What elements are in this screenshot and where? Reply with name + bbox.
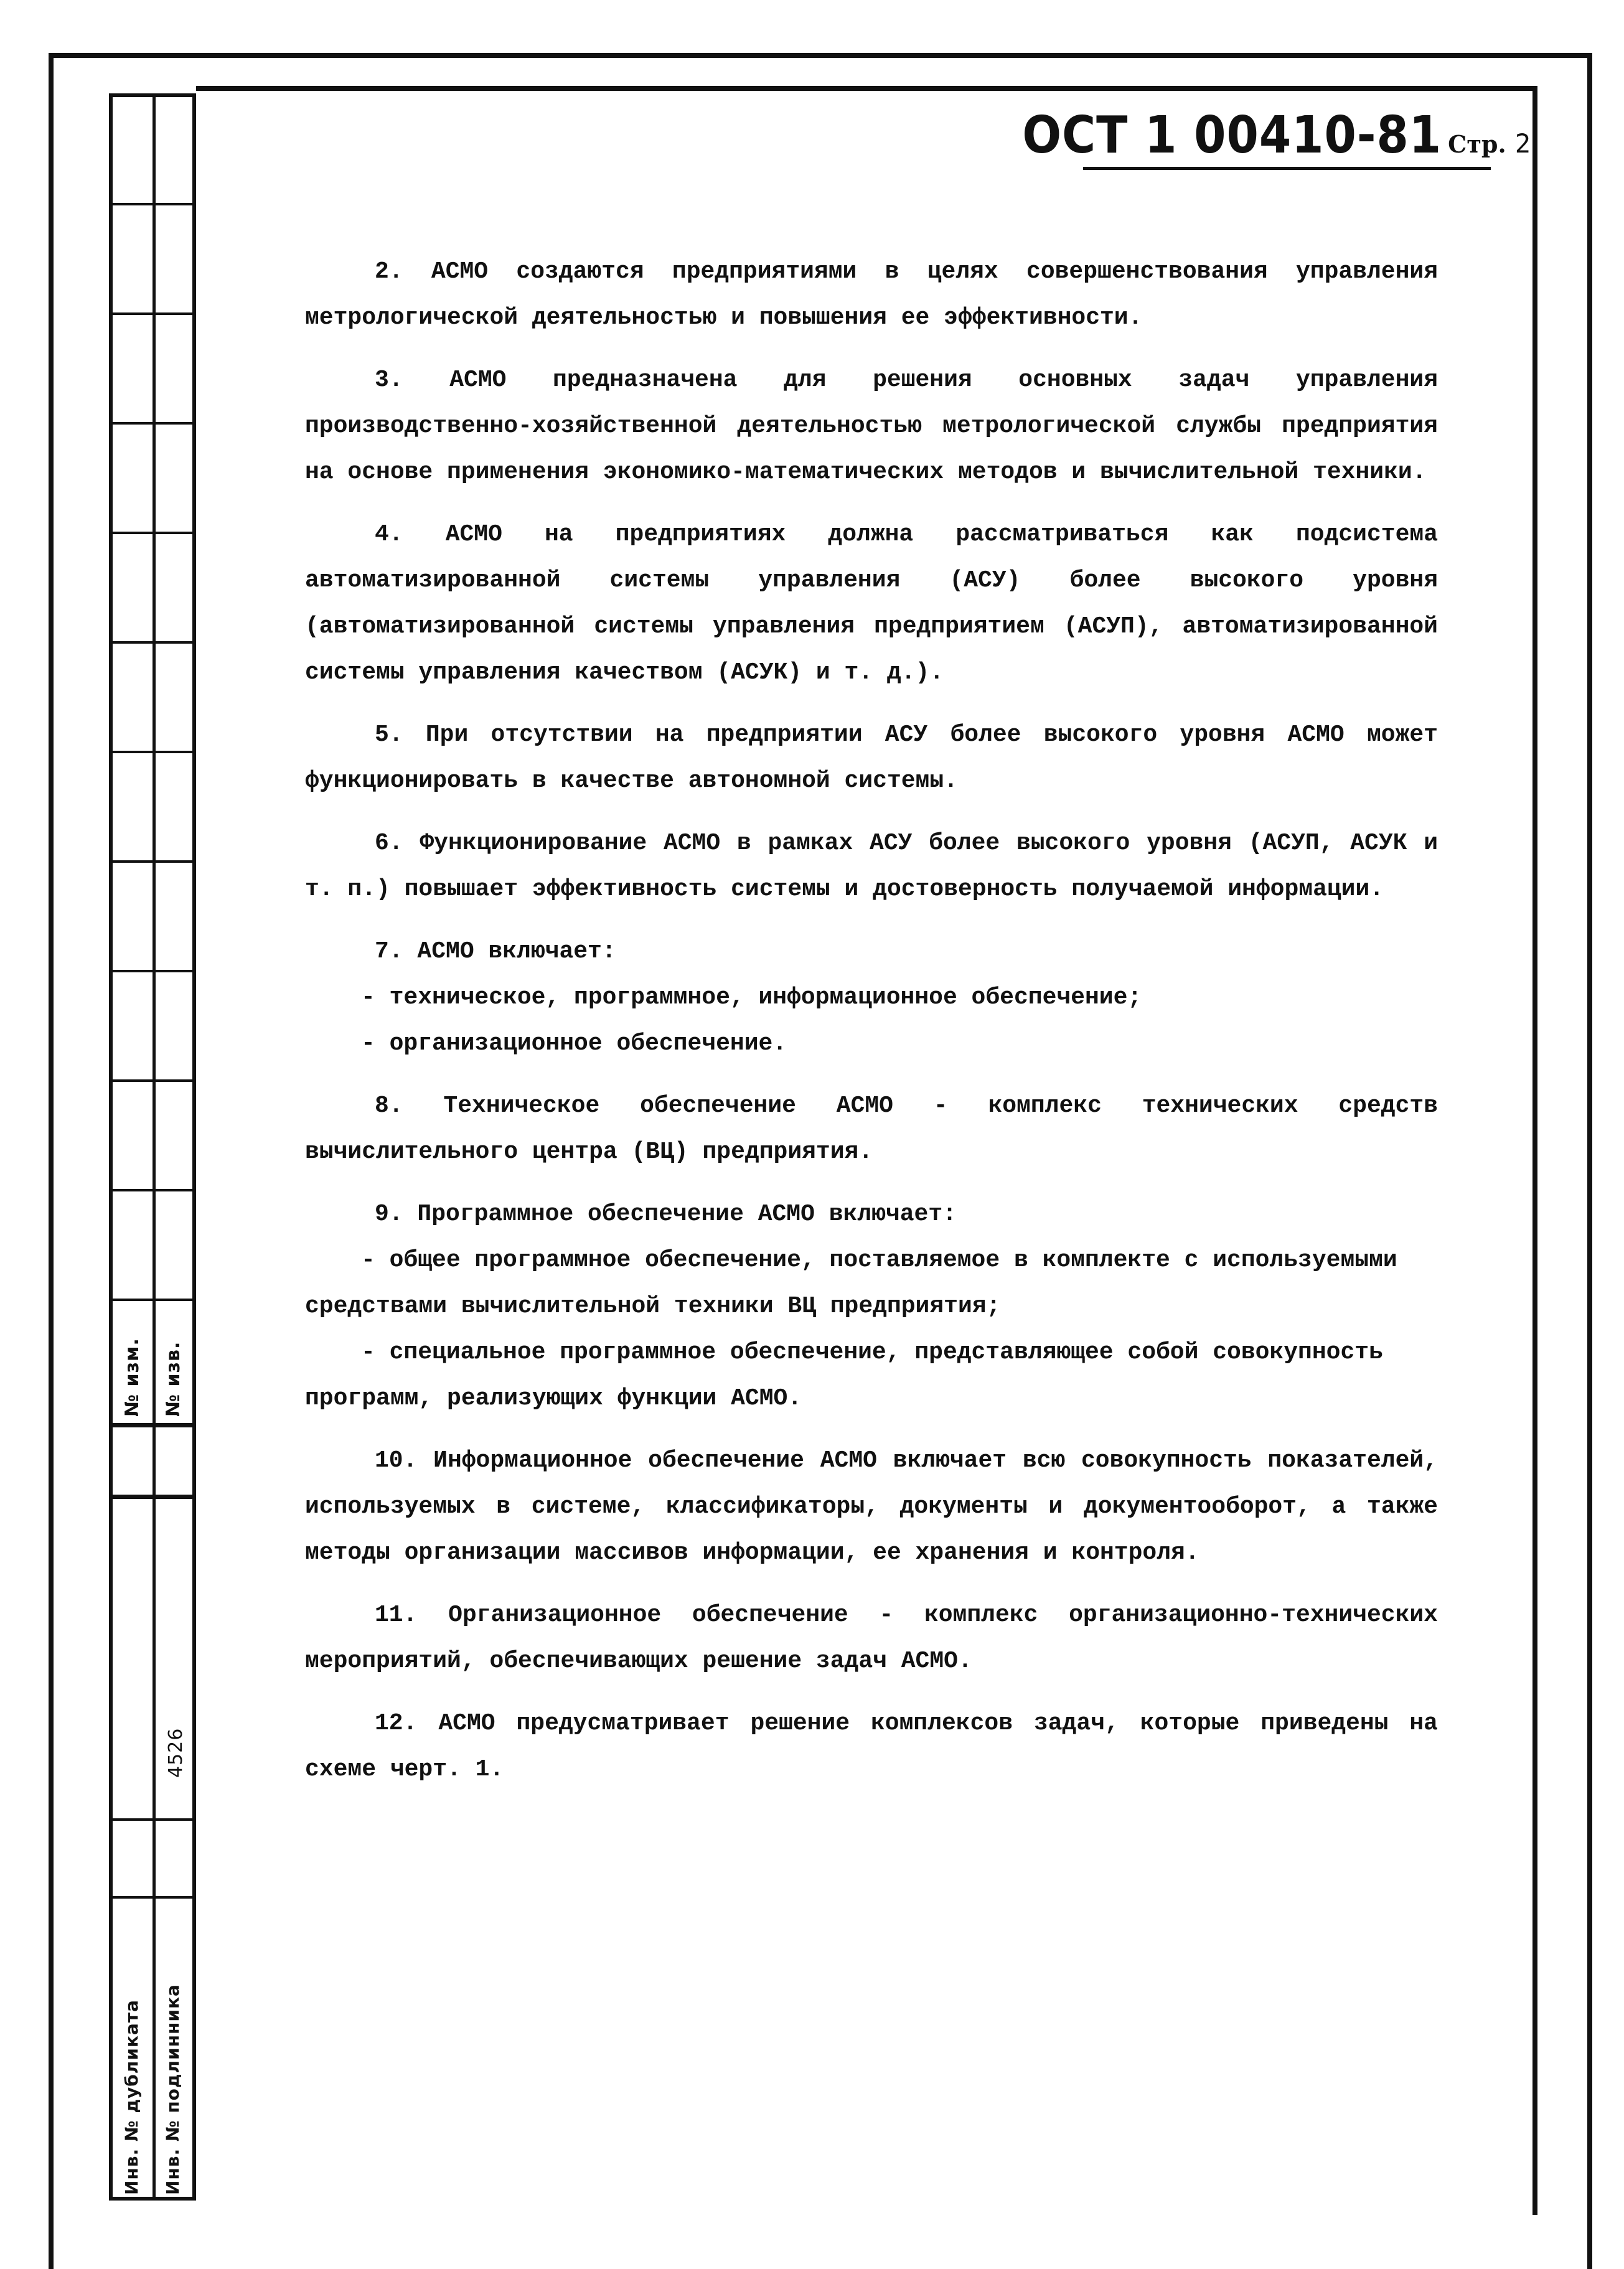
page-header	[1022, 106, 1531, 165]
paragraph-3: 3. АСМО предназначена для решения основных задач управления производственно-хозяйственной деятельностью метрологической службы предприятия на основе применения экономико-математических методов и вычислительной техники.	[305, 367, 1438, 486]
strip-line	[113, 1423, 192, 1427]
paragraph-10: 10. Информационное обеспечение АСМО включает всю совокупность показателей, используемых в системе, классификаторы, документы и документооборот, а также методы организации массивов информации, ее хранения и контроля.	[305, 1447, 1438, 1566]
strip-line	[113, 641, 192, 644]
paragraph-2: 2. АСМО создаются предприятиями в целях совершенствования управления метрологической деятельностью и повышения ее эффективности.	[305, 258, 1438, 331]
strip-line	[113, 532, 192, 534]
label-podl: Инв. № подлинника	[162, 1984, 183, 2195]
paragraph-4: 4. АСМО на предприятиях должна рассматриваться как подсистема автоматизированной системы управления (АСУ) более высокого уровня (автоматизированной системы управления предприятием (АСУП), автоматизированной системы управления качеством (АСУК) и т. д.).	[305, 521, 1438, 686]
paragraph-8: 8. Техническое обеспечение АСМО - комплекс технических средств вычислительного центра (ВЦ) предприятия.	[305, 1092, 1438, 1165]
strip-line	[113, 751, 192, 753]
strip-line	[113, 422, 192, 425]
paragraph-7-dash-1: - техническое, программное, информационное обеспечение;	[361, 984, 1142, 1011]
strip-line	[113, 203, 192, 205]
header-rule	[1083, 167, 1491, 170]
side-stamp-strip	[109, 93, 196, 2201]
strip-line	[113, 1189, 192, 1191]
page-label: Стр.	[1448, 130, 1506, 158]
paragraph-9-dash-1: - общее программное обеспечение, поставляемое в комплекте с используемыми средствами вычислительной техники ВЦ предприятия;	[305, 1247, 1397, 1320]
label-izm-2: № изв.	[162, 1341, 184, 1417]
strip-line	[113, 1896, 192, 1899]
strip-line	[113, 970, 192, 972]
label-dubl: Инв. № дубликата	[121, 1999, 142, 2195]
label-izm-1: № изм.	[121, 1338, 143, 1417]
paragraph-11: 11. Организационное обеспечение - комплекс организационно-технических мероприятий, обеспечивающих решение задач АСМО.	[305, 1602, 1438, 1675]
strip-line	[113, 1495, 192, 1499]
paragraph-7-dash-2: - организационное обеспечение.	[361, 1030, 787, 1057]
page-number: 2	[1514, 128, 1531, 159]
paragraph-7: 7. АСМО включает:	[375, 938, 616, 965]
strip-number: 4526	[165, 1727, 187, 1778]
paragraph-9: 9. Программное обеспечение АСМО включает:	[375, 1201, 957, 1228]
strip-line	[113, 1079, 192, 1082]
strip-line	[113, 1818, 192, 1821]
strip-line	[113, 1299, 192, 1301]
paragraph-12: 12. АСМО предусматривает решение комплексов задач, которые приведены на схеме черт. 1.	[305, 1710, 1438, 1783]
paragraph-9-dash-2: - специальное программное обеспечение, представляющее собой совокупность программ, реализующих функции АСМО.	[305, 1339, 1383, 1412]
document-body	[305, 249, 1438, 1809]
paragraph-5: 5. При отсутствии на предприятии АСУ более высокого уровня АСМО может функционировать в качестве автономной системы.	[305, 721, 1438, 794]
strip-divider	[153, 97, 156, 2197]
paragraph-6: 6. Функционирование АСМО в рамках АСУ более высокого уровня (АСУП, АСУК и т. п.) повышает эффективность системы и достоверность получаемой информации.	[305, 830, 1438, 903]
strip-line	[113, 312, 192, 315]
strip-line	[113, 860, 192, 863]
doc-code: ОСТ 1 00410-81	[1022, 106, 1442, 165]
